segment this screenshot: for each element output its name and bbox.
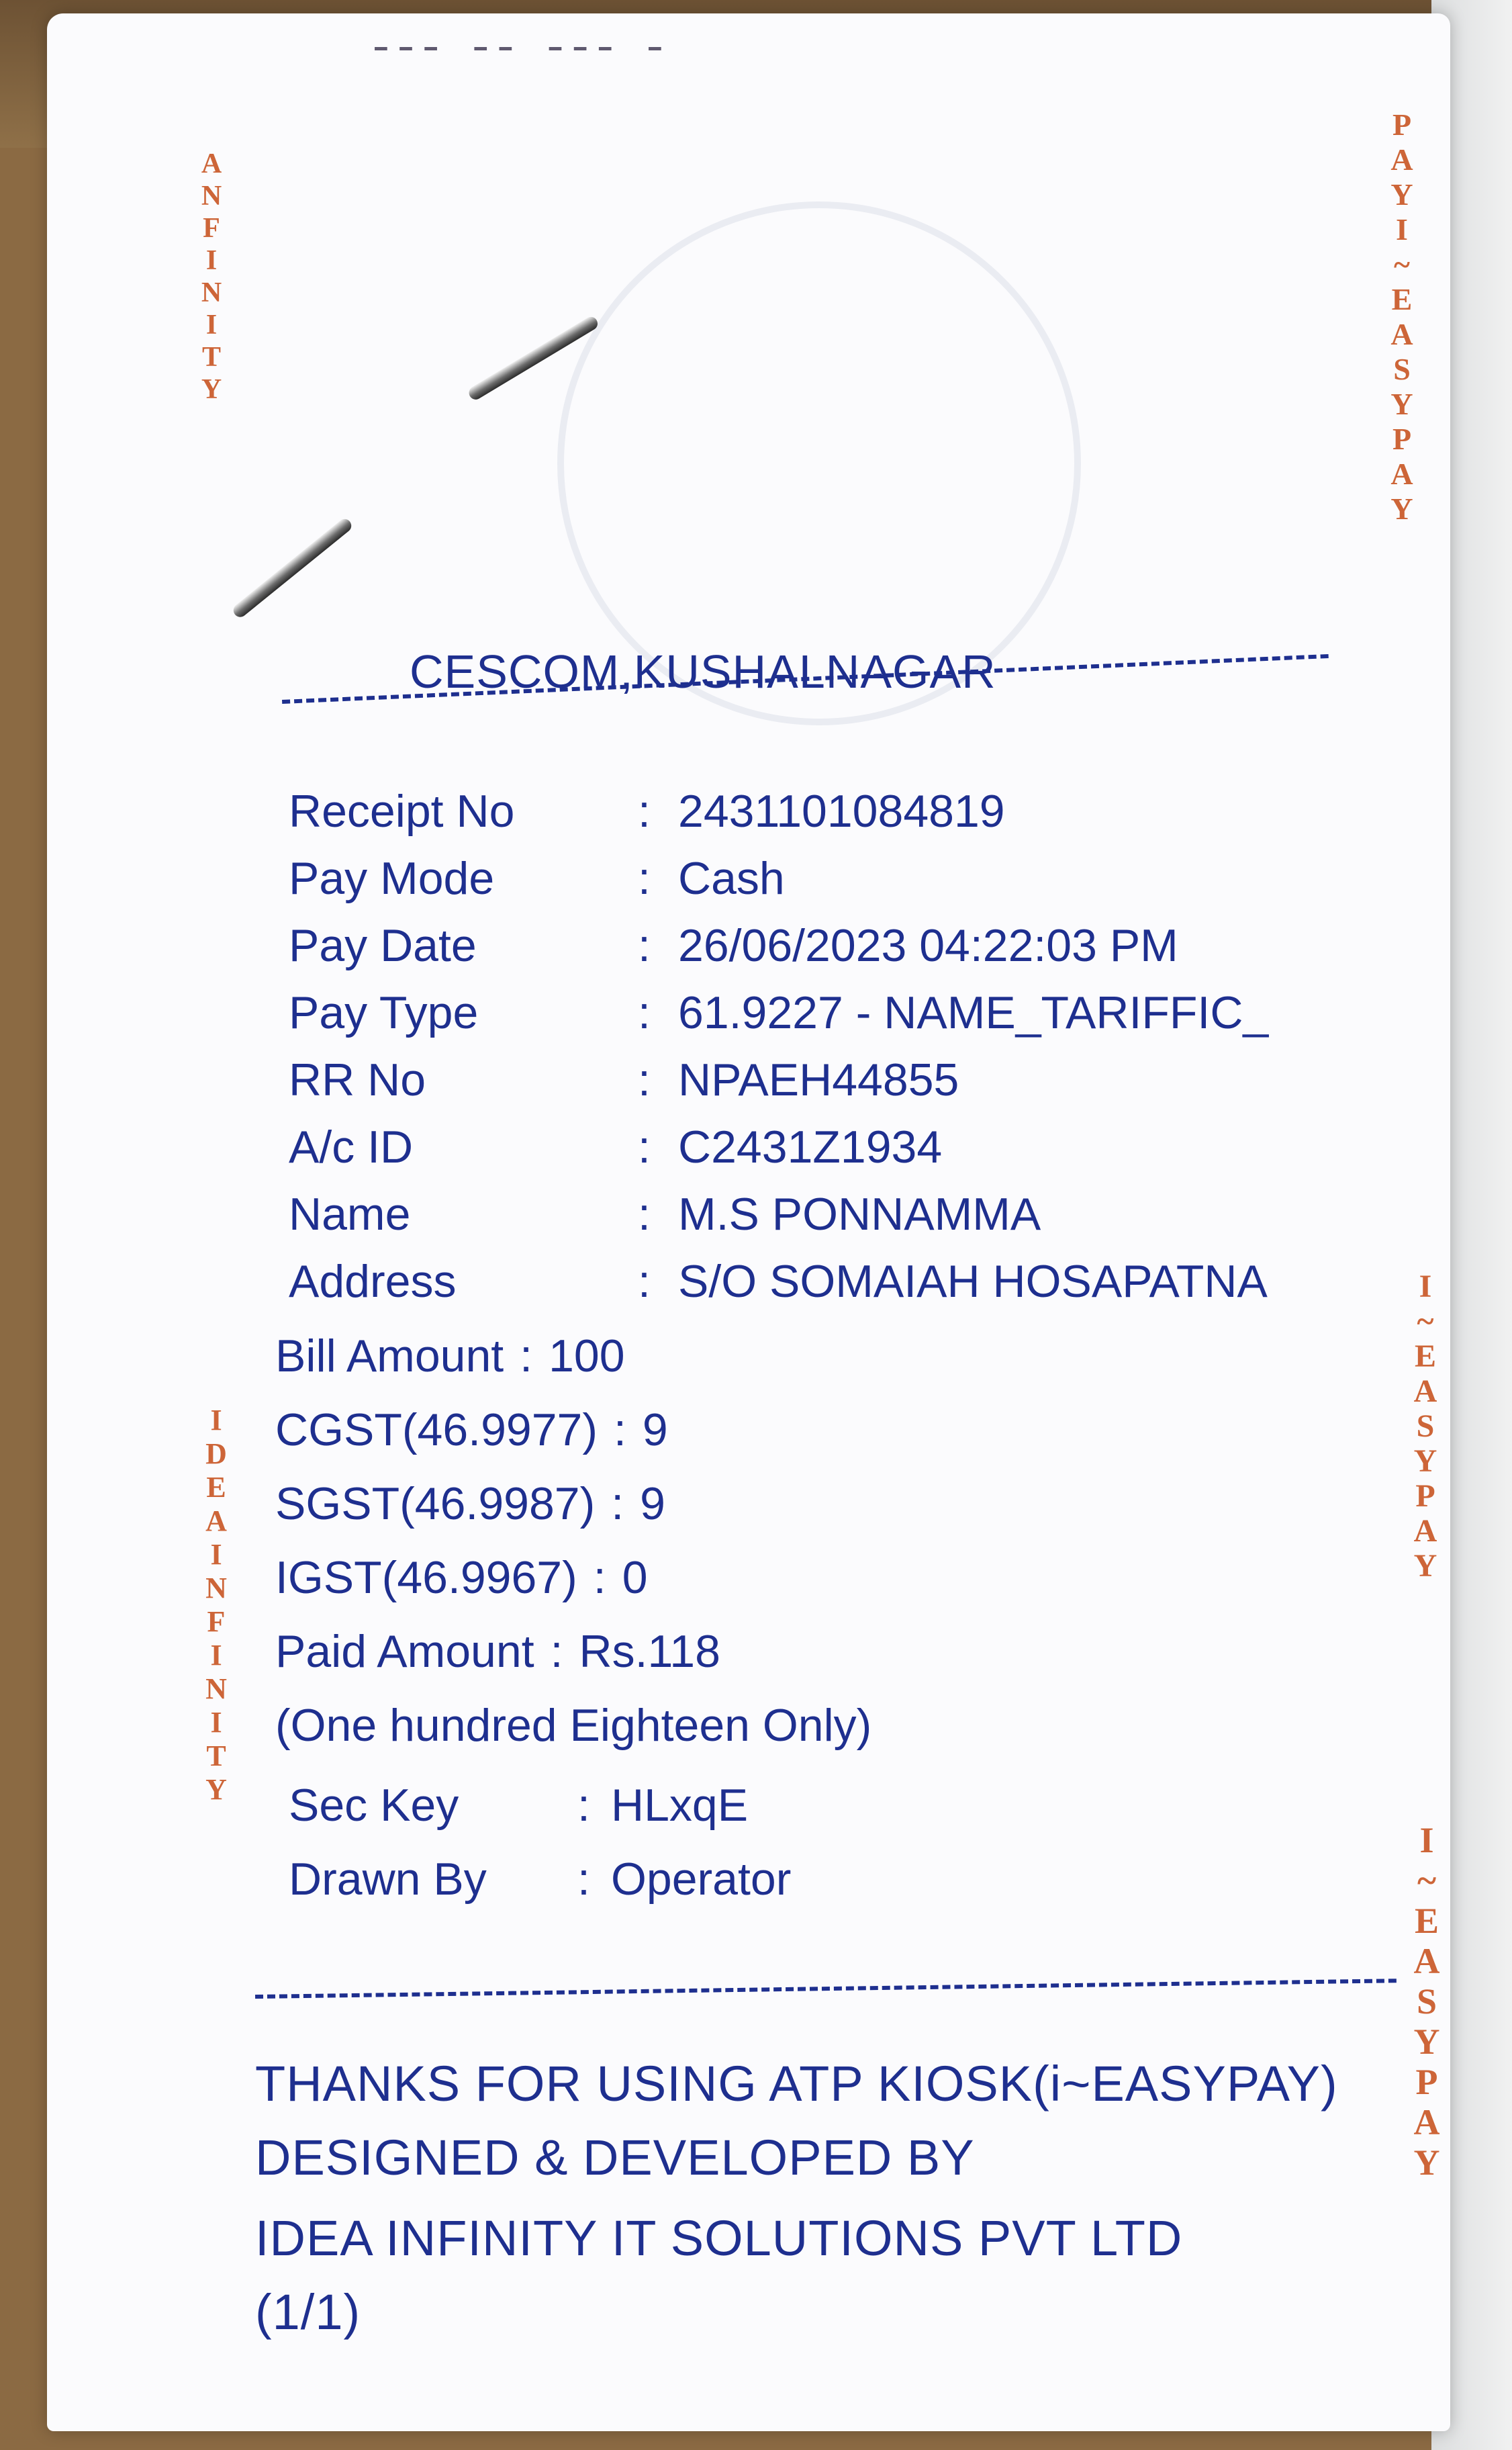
footer-page: (1/1) — [255, 2284, 361, 2340]
footer-divider — [255, 1979, 1397, 1999]
stamp-left-bottom — [191, 1404, 242, 1807]
stamp-letter: N — [205, 1572, 227, 1604]
stamp-letter: ~ — [1417, 1860, 1437, 1901]
stamp-letter: Y — [205, 1773, 227, 1806]
stamp-letter: A — [1390, 317, 1413, 351]
stamp-letter: E — [206, 1471, 226, 1504]
rr-no-label: RR No — [289, 1054, 426, 1105]
stamp-letter: Y — [1413, 1548, 1437, 1584]
sgst-row — [275, 1478, 665, 1530]
stamp-letter: I — [210, 1538, 222, 1571]
pay-type-colon: : — [638, 987, 651, 1038]
sgst-label: SGST(46.9987) — [275, 1478, 596, 1529]
footer-designed-by: DESIGNED & DEVELOPED BY — [255, 2130, 975, 2185]
stamp-letter: A — [1413, 1373, 1437, 1409]
stamp-letter: ~ — [1394, 247, 1410, 281]
cgst-label: CGST(46.9977) — [275, 1404, 598, 1455]
stamp-left-top — [188, 148, 235, 406]
receipt-no-value: 2431101084819 — [678, 786, 1005, 837]
name-value: M.S PONNAMMA — [678, 1189, 1041, 1240]
stamp-letter: P — [1415, 1478, 1435, 1514]
paid-amount-value: Rs.118 — [579, 1626, 720, 1677]
stamp-letter: Y — [1390, 387, 1413, 421]
receipt-no-label: Receipt No — [289, 786, 515, 837]
stamp-letter: T — [206, 1739, 226, 1772]
paid-amount-row — [275, 1625, 720, 1678]
pay-mode-colon: : — [638, 853, 651, 904]
address-label: Address — [289, 1256, 457, 1307]
stamp-letter: I — [210, 1706, 222, 1739]
stamp-letter: I — [1419, 1269, 1432, 1304]
stamp-letter: A — [1390, 142, 1413, 177]
drawn-by-colon: : — [577, 1854, 590, 1905]
receipt-paper — [47, 13, 1450, 2431]
stamp-letter: A — [1413, 1513, 1437, 1549]
stamp-letter: E — [1391, 282, 1413, 316]
paid-amount-label: Paid Amount — [275, 1626, 534, 1677]
receipt-no-row — [289, 779, 1390, 844]
rr-no-value: NPAEH44855 — [678, 1054, 959, 1105]
ac-id-value: C2431Z1934 — [678, 1122, 943, 1173]
rr-no-row — [289, 1048, 1390, 1112]
stamp-letter: I — [210, 1404, 222, 1437]
stamp-letter: E — [1414, 1901, 1439, 1941]
sec-key-row — [289, 1773, 1390, 1838]
igst-value: 0 — [622, 1552, 648, 1603]
ac-id-row — [289, 1115, 1390, 1179]
cgst-colon: : — [613, 1404, 626, 1455]
igst-row — [275, 1551, 648, 1604]
stamp-letter: Y — [1413, 2022, 1440, 2062]
bill-amount-row — [275, 1330, 625, 1382]
drawn-by-label: Drawn By — [289, 1854, 487, 1905]
address-value: S/O SOMAIAH HOSAPATNA — [678, 1256, 1268, 1307]
pay-date-label: Pay Date — [289, 920, 477, 971]
stamp-letter: A — [201, 148, 222, 179]
stamp-letter: A — [1390, 457, 1413, 491]
stamp-letter: N — [201, 277, 222, 308]
stamp-letter: Y — [1390, 177, 1413, 212]
pay-type-value: 61.9227 - NAME_TARIFFIC_ — [678, 987, 1269, 1038]
stamp-right-bottom — [1400, 1820, 1450, 2183]
cgst-row — [275, 1404, 668, 1456]
sec-key-colon: : — [577, 1780, 590, 1831]
pay-date-colon: : — [638, 920, 651, 971]
paid-amount-colon: : — [550, 1626, 563, 1677]
stamp-letter: I — [205, 310, 218, 341]
name-label: Name — [289, 1189, 411, 1240]
receipt-no-colon: : — [638, 786, 651, 837]
stamp-letter: A — [205, 1504, 227, 1537]
sgst-colon: : — [611, 1478, 624, 1529]
cgst-value: 9 — [642, 1404, 668, 1455]
bill-amount-label: Bill Amount — [275, 1330, 504, 1381]
torn-top-edge: ╶╶╶ ╶╶ ╶╶╶ ╶ — [363, 30, 662, 75]
pin-2 — [231, 516, 355, 620]
pay-mode-value: Cash — [678, 853, 785, 904]
stamp-right-middle — [1400, 1269, 1450, 1584]
name-row — [289, 1182, 1390, 1246]
stamp-letter: S — [1393, 352, 1411, 386]
pay-mode-label: Pay Mode — [289, 853, 495, 904]
sec-key-value: HLxqE — [611, 1780, 749, 1831]
stamp-letter: I — [210, 1639, 222, 1672]
bill-amount-colon: : — [520, 1330, 533, 1381]
sgst-value: 9 — [640, 1478, 665, 1529]
amount-in-words: (One hundred Eighteen Only) — [275, 1700, 872, 1751]
footer-thanks: THANKS FOR USING ATP KIOSK(i~EASYPAY) — [255, 2056, 1338, 2112]
stamp-letter: T — [201, 342, 221, 373]
stamp-letter: I — [1419, 1820, 1434, 1860]
stamp-letter: E — [1414, 1339, 1436, 1374]
stamp-right-top — [1376, 107, 1427, 527]
stamp-letter: P — [1392, 422, 1412, 456]
pay-type-label: Pay Type — [289, 987, 479, 1038]
ac-id-label: A/c ID — [289, 1122, 414, 1173]
pay-mode-row — [289, 846, 1390, 911]
igst-colon: : — [593, 1552, 606, 1603]
stamp-letter: Y — [1413, 1443, 1437, 1479]
address-row — [289, 1249, 1390, 1314]
drawn-by-row — [289, 1847, 1390, 1911]
stamp-letter: P — [1392, 107, 1412, 142]
stamp-letter: Y — [201, 374, 222, 405]
stamp-letter: S — [1416, 1981, 1437, 2022]
stamp-letter: N — [205, 1672, 227, 1705]
rr-no-colon: : — [638, 1054, 651, 1105]
stamp-letter: P — [1415, 2062, 1438, 2102]
bill-amount-value: 100 — [549, 1330, 625, 1381]
name-colon: : — [638, 1189, 651, 1240]
stamp-letter: Y — [1390, 492, 1413, 526]
drawn-by-value: Operator — [611, 1854, 792, 1905]
office-title: CESCOM,KUSHALNAGAR — [410, 645, 996, 698]
pay-date-row — [289, 913, 1390, 978]
stamp-letter: S — [1416, 1408, 1435, 1444]
stamp-letter: I — [205, 245, 218, 276]
stamp-letter: Y — [1413, 2142, 1440, 2183]
stamp-letter: A — [1413, 1941, 1440, 1981]
stamp-letter: D — [205, 1437, 227, 1470]
stamp-letter: A — [1413, 2102, 1440, 2142]
stamp-letter: F — [207, 1605, 226, 1638]
pay-date-value: 26/06/2023 04:22:03 PM — [678, 920, 1178, 971]
stamp-letter: F — [203, 213, 220, 244]
igst-label: IGST(46.9967) — [275, 1552, 577, 1603]
footer-company: IDEA INFINITY IT SOLUTIONS PVT LTD — [255, 2210, 1183, 2266]
ac-id-colon: : — [638, 1122, 651, 1173]
pay-type-row — [289, 981, 1390, 1045]
sec-key-label: Sec Key — [289, 1780, 459, 1831]
stamp-letter: N — [201, 181, 222, 212]
address-colon: : — [638, 1256, 651, 1307]
stamp-letter: ~ — [1417, 1304, 1434, 1339]
stamp-letter: I — [1396, 212, 1408, 246]
